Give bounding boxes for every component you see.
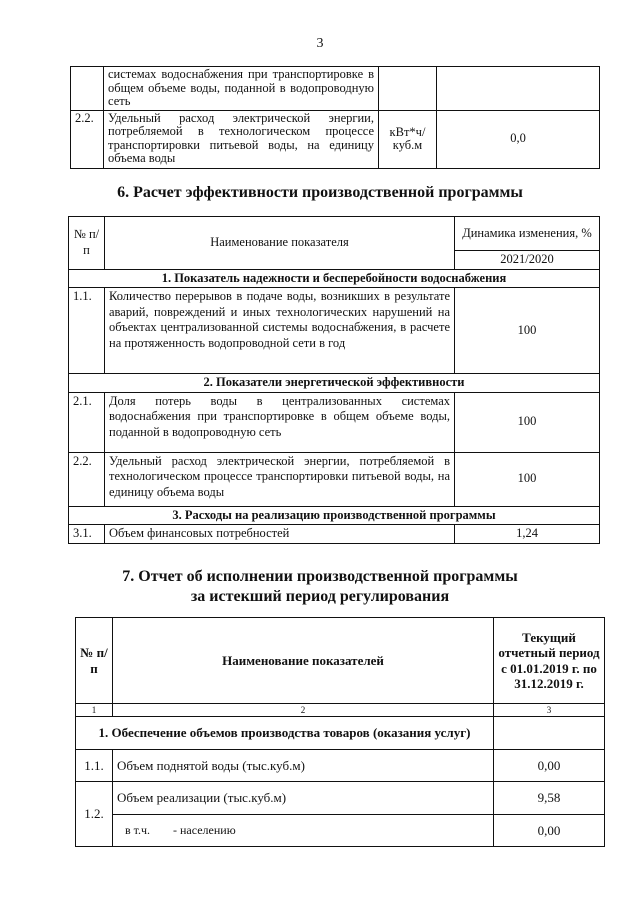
- row-value: 9,58: [494, 782, 605, 815]
- row-value: 100: [455, 288, 600, 374]
- row-text: Объем поднятой воды (тыс.куб.м): [113, 750, 494, 782]
- row-number: 2.2.: [69, 452, 105, 506]
- group-title: 3. Расходы на реализацию производственной программы: [69, 506, 600, 525]
- header-num: № п/п: [69, 217, 105, 270]
- col-index-2: 2: [113, 704, 494, 717]
- row-prefix: в т.ч.: [125, 822, 151, 837]
- header-period: Текущий отчетный период с 01.01.2019 г. по 31.12.2019 г.: [494, 618, 605, 704]
- row-text: системах водоснабжения при транспортировке в общем объеме воды, поданной в водопроводную сеть: [104, 67, 379, 111]
- row-value: 0,00: [494, 815, 605, 847]
- row-text: Удельный расход электрической энергии, потребляемой в технологическом процессе транспортировки питьевой воды, на единицу объема воды: [104, 110, 379, 168]
- table-row: [71, 110, 600, 168]
- row-number: 2.1.: [69, 392, 105, 452]
- table-row: [71, 67, 600, 111]
- group-row: [69, 506, 600, 525]
- group-row: [76, 717, 605, 750]
- row-number: 1.1.: [69, 288, 105, 374]
- header-years: 2021/2020: [455, 251, 600, 270]
- row-number: 3.1.: [69, 525, 105, 544]
- row-value: 0,0: [437, 110, 600, 168]
- group-title: 1. Показатель надежности и бесперебойности водоснабжения: [69, 269, 600, 288]
- table-row: [76, 782, 605, 815]
- table-row: [76, 750, 605, 782]
- row-text: Количество перерывов в подаче воды, возникших в результате аварий, повреждений и иных технологических нарушений на объектах централизованной системы водоснабжения, в расчете на протяженность водопроводной сети в год: [105, 288, 455, 374]
- table-row: [69, 392, 600, 452]
- row-unit: кВт*ч/ куб.м: [379, 110, 437, 168]
- row-value: 100: [455, 452, 600, 506]
- header-dynamics: Динамика изменения, %: [455, 217, 600, 251]
- row-number: 1.2.: [76, 782, 113, 847]
- section6-title: 6. Расчет эффективности производственной программы: [117, 184, 523, 201]
- section7-title-line1: 7. Отчет об исполнении производственной программы: [122, 568, 518, 585]
- header-name: Наименование показателя: [105, 217, 455, 270]
- report-table: [75, 617, 605, 847]
- header-num: № п/п: [76, 618, 113, 704]
- row-value: 100: [455, 392, 600, 452]
- group-row: [69, 374, 600, 393]
- row-value: 0,00: [494, 750, 605, 782]
- row-text: Объем реализации (тыс.куб.м): [113, 782, 494, 815]
- table-continuation: [70, 66, 600, 169]
- group-row: [69, 269, 600, 288]
- row-text: - населению: [173, 822, 236, 837]
- table-row: [69, 288, 600, 374]
- col-index-1: 1: [76, 704, 113, 717]
- row-number: 1.1.: [76, 750, 113, 782]
- row-value: 1,24: [455, 525, 600, 544]
- group-title: 1. Обеспечение объемов производства товаров (оказания услуг): [76, 717, 494, 750]
- table-row: [76, 815, 605, 847]
- table-row: [69, 525, 600, 544]
- efficiency-table: [68, 216, 600, 544]
- col-index-3: 3: [494, 704, 605, 717]
- header-name: Наименование показателей: [113, 618, 494, 704]
- row-text: Удельный расход электрической энергии, потребляемой в технологическом процессе транспортировки питьевой воды, на единицу объема воды: [105, 452, 455, 506]
- group-title: 2. Показатели энергетической эффективности: [69, 374, 600, 393]
- row-number: 2.2.: [71, 110, 104, 168]
- row-text: Объем финансовых потребностей: [105, 525, 455, 544]
- table-row: [69, 452, 600, 506]
- page-number: 3: [316, 36, 324, 51]
- row-text: Доля потерь воды в централизованных системах водоснабжения при транспортировке в общем объеме воды, поданной в водопроводную сеть: [105, 392, 455, 452]
- column-index-row: [76, 704, 605, 717]
- table-header-row: [69, 217, 600, 251]
- section7-title-line2: за истекший период регулирования: [190, 588, 450, 605]
- table-header-row: [76, 618, 605, 704]
- row-subtext: [113, 815, 494, 847]
